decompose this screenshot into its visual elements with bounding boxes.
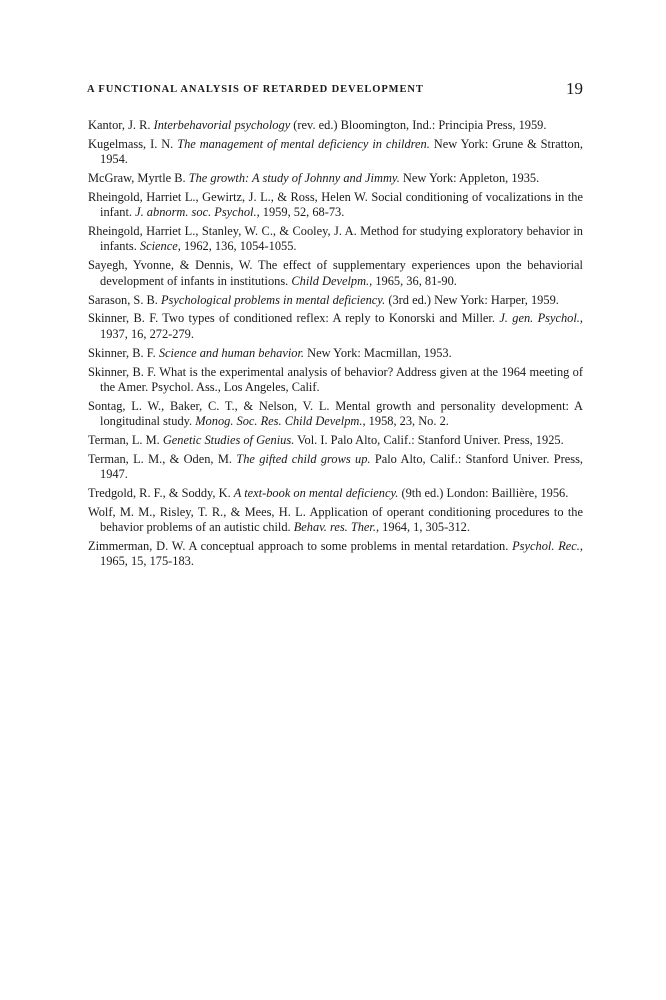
reference-publication: 1959, 52, 68-73. [259,205,345,220]
reference-text: Sarason, S. B. [88,292,161,307]
reference-publication: 1958, 23, No. 2. [365,413,449,428]
reference-text: Kantor, J. R. [88,118,154,132]
reference-entry [88,346,583,361]
running-header [87,81,583,101]
reference-title: The growth: A study of Johnny and Jimmy. [188,171,400,186]
reference-title: Interbehavorial psychology [153,118,291,132]
reference-publication: (9th ed.) London: Baillière, 1956. [398,485,569,500]
reference-text: Skinner, B. F. What is the experimental analysis of behavior? Address given at the 1964 meeting of the Amer. Psychol. Ass., Los Angeles, Calif. [88,364,583,394]
reference-entry [88,311,583,342]
reference-entry [88,505,583,536]
reference-entry [88,118,583,133]
reference-text: Skinner, B. F. [88,345,159,360]
reference-text: Tredgold, R. F., & Soddy, K. [88,485,234,500]
reference-publication: 1962, 136, 1054-1055. [180,239,297,254]
reference-entry [88,137,583,168]
running-title: A FUNCTIONAL ANALYSIS OF RETARDED DEVELOPMENT [87,84,424,95]
page-number: 19 [566,79,583,98]
reference-entry [88,452,583,483]
reference-title: Science and human behavior. [158,345,305,360]
reference-title: Psychol. Rec., [512,539,583,554]
reference-text: Wolf, M. M., Risley, T. R., & Mees, H. L. Application of operant conditioning procedures to the behavior problems of an autistic child. [88,504,583,535]
reference-entry [88,433,583,448]
reference-title: Genetic Studies of Genius. [162,432,295,447]
reference-publication: 1964, 1, 305-312. [379,520,470,535]
reference-list [88,118,583,573]
reference-publication: 1937, 16, 272-279. [100,326,194,341]
reference-text: Skinner, B. F. Two types of conditioned reflex: A reply to Konorski and Miller. [88,311,500,326]
reference-title: Monog. Soc. Res. Child Develpm., [195,413,366,428]
reference-title: The gifted child grows up. [236,451,371,466]
reference-entry [88,258,583,289]
reference-text: Sontag, L. W., Baker, C. T., & Nelson, V. L. Mental growth and personality development: A longitudinal study. [88,398,583,428]
reference-text: Sayegh, Yvonne, & Dennis, W. The effect of supplementary experiences upon the behaviorial development of infants in institutions. [88,258,583,288]
reference-text: Rheingold, Harriet L., Stanley, W. C., & Cooley, J. A. Method for studying exploratory behavior in infants. [88,224,583,254]
reference-title: Behav. res. Ther., [293,520,380,535]
reference-entry [88,539,583,570]
reference-title: Science, [139,239,181,254]
reference-publication: New York: Grune & Stratton, 1954. [100,136,583,167]
reference-title: Psychological problems in mental deficiency. [160,292,386,307]
reference-text: Kugelmass, I. N. [88,136,178,151]
reference-entry [88,293,583,308]
reference-publication: New York: Appleton, 1935. [399,171,540,186]
reference-publication: New York: Macmillan, 1953. [304,345,452,360]
reference-title: J. abnorm. soc. Psychol., [135,205,260,220]
reference-title: Child Develpm., [291,273,373,288]
reference-entry [88,190,583,221]
reference-title: A text-book on mental deficiency. [233,485,399,500]
reference-publication: Palo Alto, Calif.: Stanford Univer. Press, 1947. [100,451,584,482]
reference-text: Rheingold, Harriet L., Gewirtz, J. L., & Ross, Helen W. Social conditioning of vocalizations in the infant. [88,189,583,220]
reference-text: Terman, L. M. [88,432,163,447]
reference-publication: 1965, 15, 175-183. [100,554,194,569]
reference-publication: (rev. ed.) Bloomington, Ind.: Principia Press, 1959. [290,118,547,132]
reference-entry [88,224,583,255]
reference-entry [88,399,583,430]
reference-publication: (3rd ed.) New York: Harper, 1959. [385,292,559,307]
reference-text: Zimmerman, D. W. A conceptual approach to some problems in mental retardation. [88,539,513,554]
reference-text: Terman, L. M., & Oden, M. [88,451,237,466]
reference-publication: Vol. I. Palo Alto, Calif.: Stanford Univer. Press, 1925. [294,432,564,447]
reference-entry [88,486,583,501]
reference-entry [88,171,583,186]
reference-publication: 1965, 36, 81-90. [372,273,457,288]
reference-title: The management of mental deficiency in children. [177,136,430,151]
reference-text: McGraw, Myrtle B. [88,171,189,186]
reference-entry [88,365,583,396]
reference-title: J. gen. Psychol., [499,311,584,326]
